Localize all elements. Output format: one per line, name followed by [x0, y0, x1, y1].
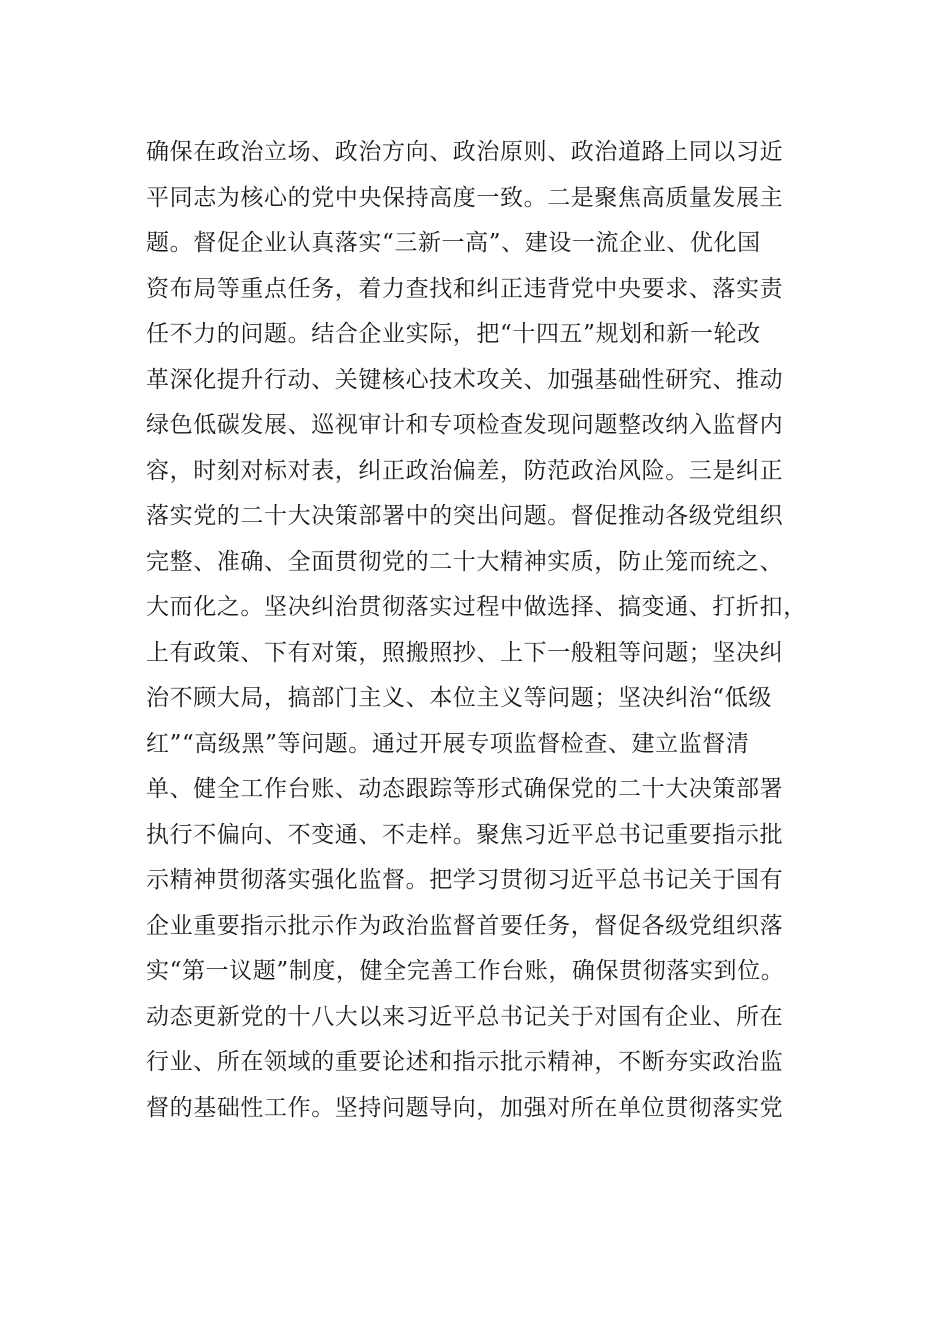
body-text	[146, 130, 806, 1131]
text-line: 企业重要指示批示作为政治监督首要任务，督促各级党组织落	[146, 912, 784, 939]
text-line: 红”“高级黑”等问题。通过开展专项监督检查、建立监督清	[146, 730, 750, 757]
text-line: 执行不偏向、不变通、不走样。聚焦习近平总书记重要指示批	[146, 821, 784, 848]
text-line: 题。督促企业认真落实“三新一高”、建设一流企业、优化国	[146, 230, 761, 256]
text-line: 实“第一议题”制度，健全完善工作台账，确保贯彻落实到位。	[146, 958, 785, 984]
text-line: 行业、所在领域的重要论述和指示批示精神，不断夯实政治监	[146, 1049, 784, 1075]
text-line: 完整、准确、全面贯彻党的二十大精神实质，防止笼而统之、	[146, 548, 784, 575]
text-line: 任不力的问题。结合企业实际，把“十四五”规划和新一轮改	[146, 321, 761, 347]
text-line: 单、健全工作台账、动态跟踪等形式确保党的二十大决策部署	[146, 776, 784, 802]
text-line: 革深化提升行动、关键核心技术攻关、加强基础性研究、推动	[146, 366, 784, 393]
text-line: 督的基础性工作。坚持问题导向，加强对所在单位贯彻落实党	[146, 1094, 784, 1121]
text-line: 大而化之。坚决纠治贯彻落实过程中做选择、搞变通、打折扣，	[146, 594, 807, 620]
text-line: 容，时刻对标对表，纠正政治偏差，防范政治风险。三是纠正	[146, 457, 784, 484]
text-line: 上有政策、下有对策，照搬照抄、上下一般粗等问题；坚决纠	[146, 639, 784, 666]
text-line: 治不顾大局，搞部门主义、本位主义等问题；坚决纠治“低级	[146, 685, 772, 711]
text-line: 落实党的二十大决策部署中的突出问题。督促推动各级党组织	[146, 503, 784, 529]
text-line: 动态更新党的十八大以来习近平总书记关于对国有企业、所在	[146, 1003, 784, 1030]
text-line: 资布局等重点任务，着力查找和纠正违背党中央要求、落实责	[146, 275, 784, 302]
text-line: 确保在政治立场、政治方向、政治原则、政治道路上同以习近	[146, 139, 784, 165]
text-line: 平同志为核心的党中央保持高度一致。二是聚焦高质量发展主	[146, 184, 784, 211]
text-line: 示精神贯彻落实强化监督。把学习贯彻习近平总书记关于国有	[146, 867, 784, 893]
text-line: 绿色低碳发展、巡视审计和专项检查发现问题整改纳入监督内	[146, 412, 784, 438]
